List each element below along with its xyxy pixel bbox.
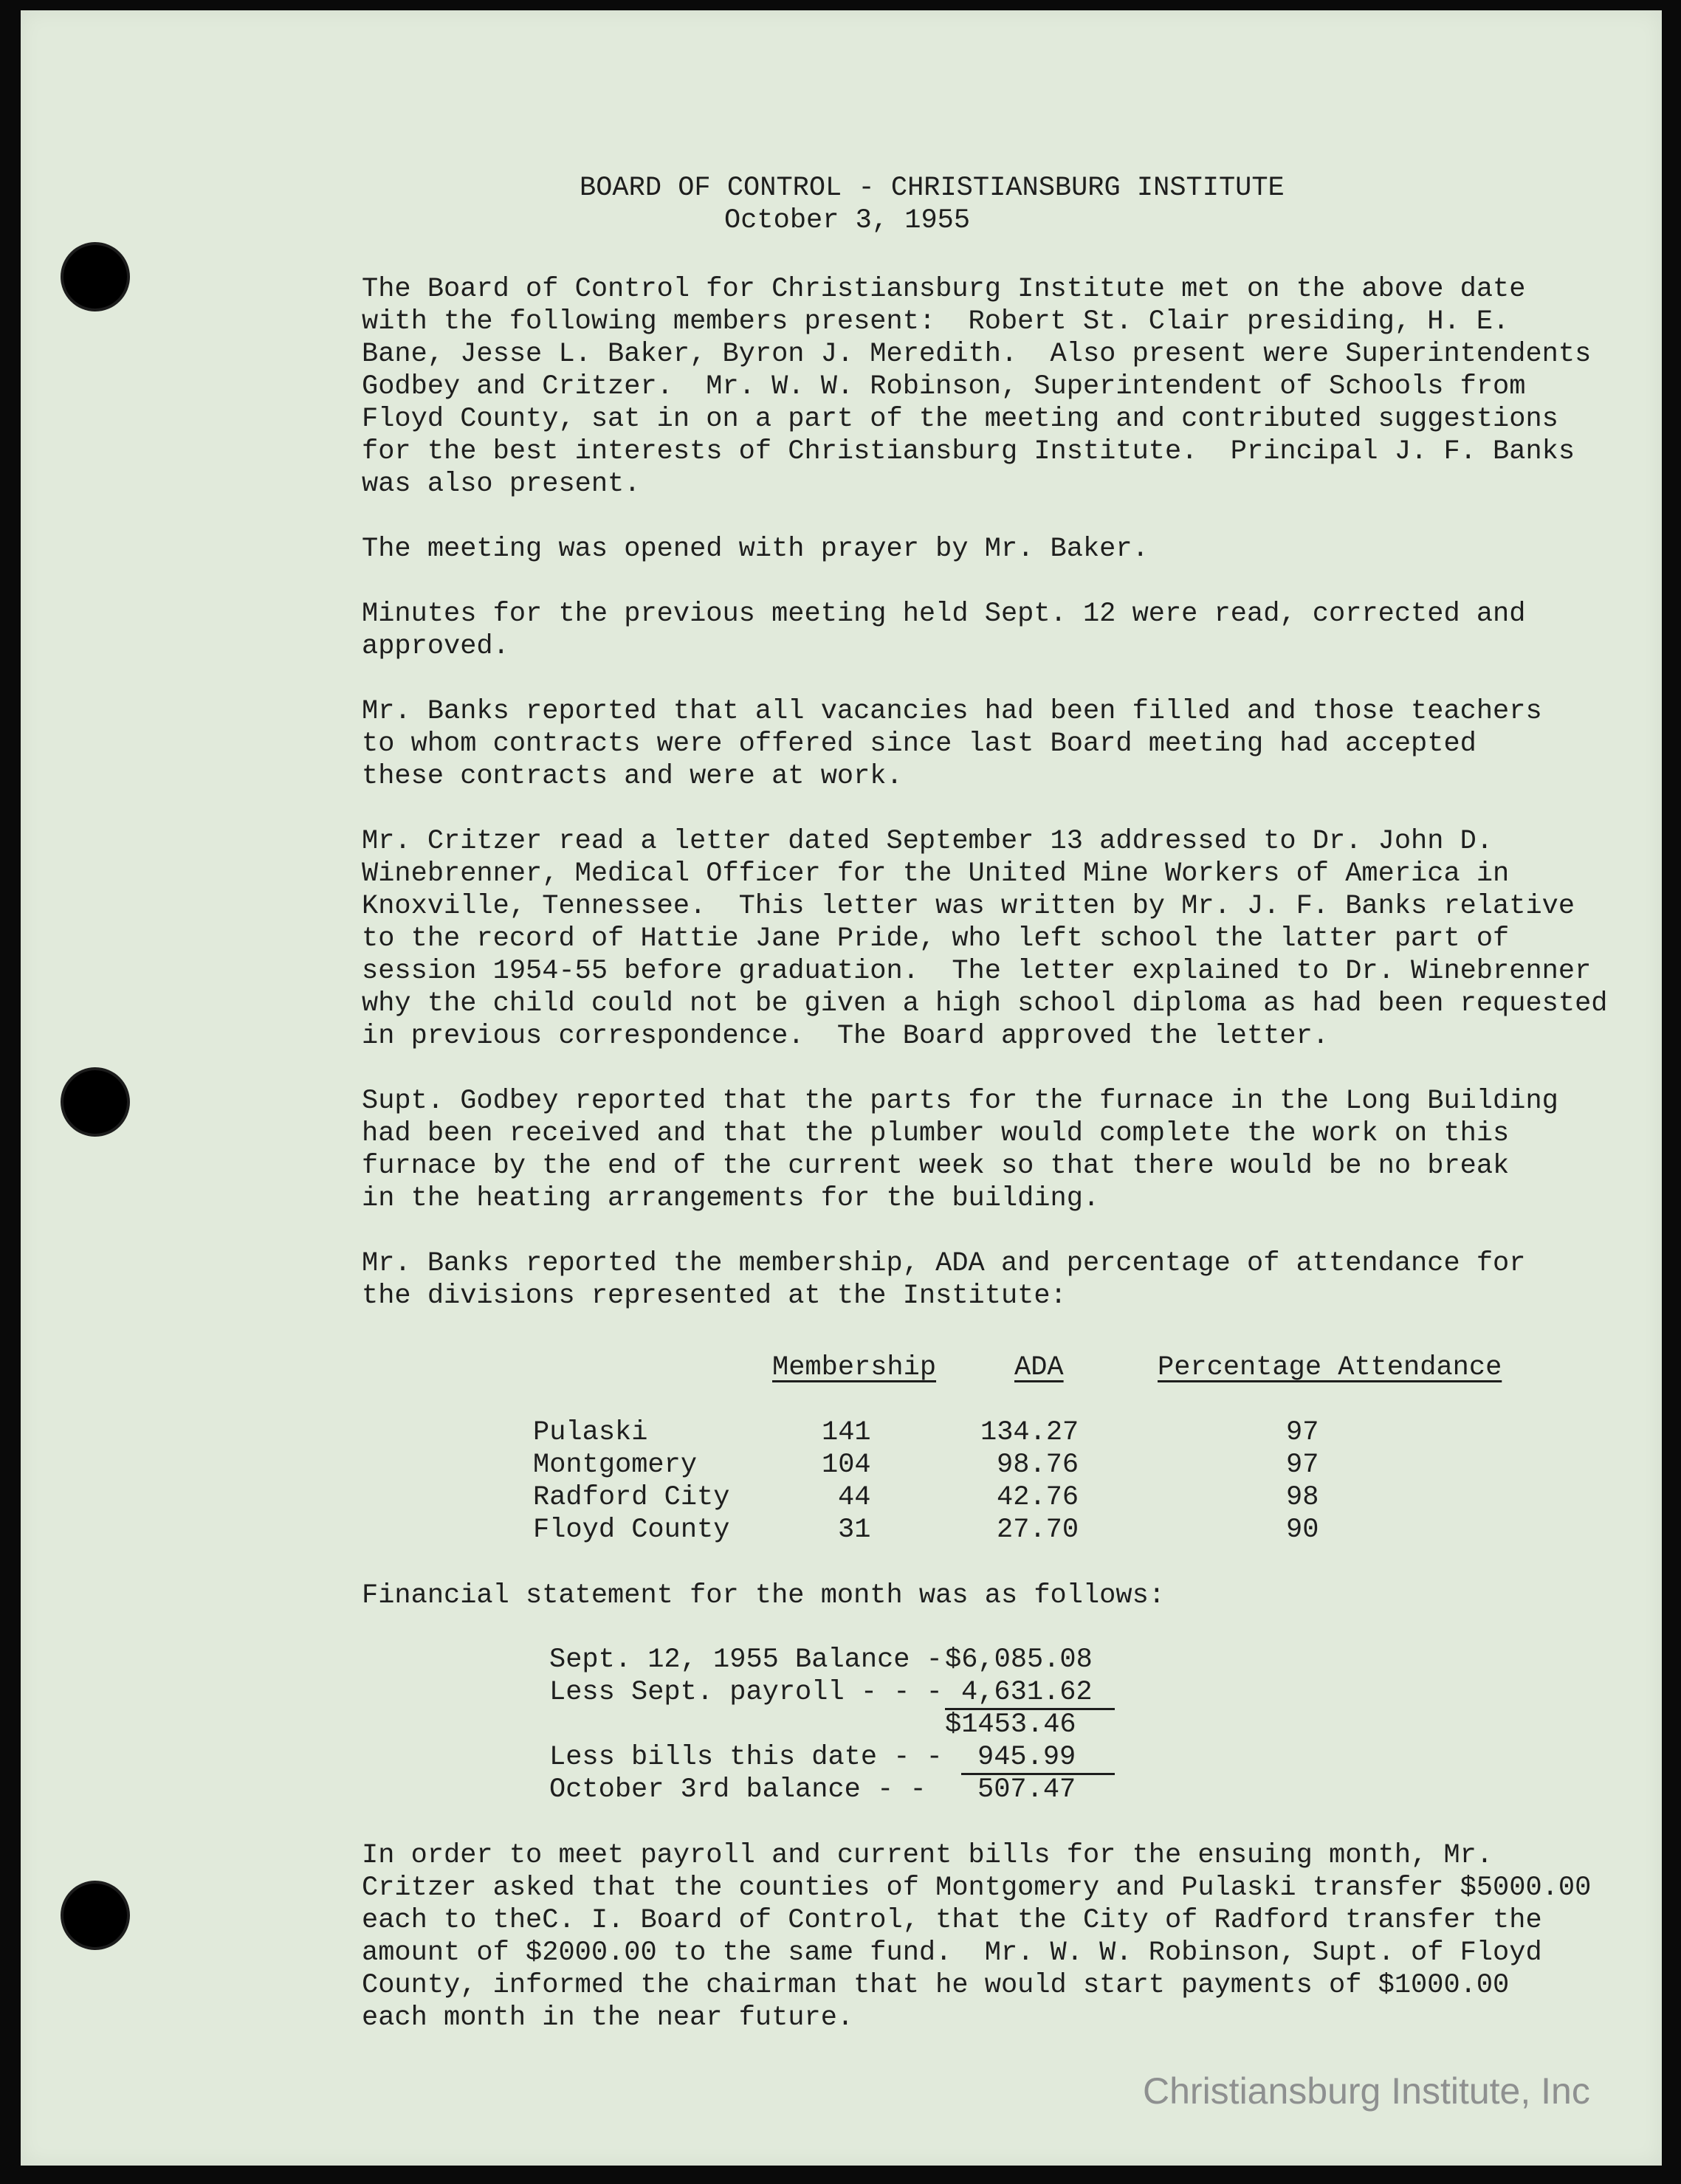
financial-amount: 4,631.62 <box>961 1677 1093 1708</box>
document-title: BOARD OF CONTROL - CHRISTIANSBURG INSTITUTE <box>580 173 1285 204</box>
column-header-percentage: Percentage Attendance <box>1158 1352 1502 1383</box>
text-line: Bane, Jesse L. Baker, Byron J. Meredith. Also present were Superintendents <box>362 339 1592 370</box>
paragraph-minutes <box>362 598 1587 663</box>
text-line: in previous correspondence. The Board approved the letter. <box>362 1021 1330 1052</box>
text-line: amount of $2000.00 to the same fund. Mr. W. W. Robinson, Supt. of Floyd <box>362 1937 1542 1968</box>
text-line: County, informed the chairman that he would start payments of $1000.00 <box>362 1970 1510 2001</box>
text-line: session 1954-55 before graduation. The letter explained to Dr. Winebrenner <box>362 956 1592 987</box>
punch-hole-bottom <box>63 1884 127 1947</box>
cell-percentage: 97 <box>1286 1417 1319 1448</box>
text-line: each to theC. I. Board of Control, that the City of Radford transfer the <box>362 1905 1542 1936</box>
cell-membership: 141 <box>822 1417 871 1448</box>
cell-ada: 27.70 <box>997 1515 1079 1546</box>
paragraph-letter <box>362 825 1608 1053</box>
cell-division: Pulaski <box>533 1417 648 1448</box>
text-line: Supt. Godbey reported that the parts for the furnace in the Long Building <box>362 1086 1558 1117</box>
text-line: Winebrenner, Medical Officer for the United Mine Workers of America in <box>362 858 1510 889</box>
cell-division: Montgomery <box>533 1450 698 1481</box>
cell-ada: 98.76 <box>997 1450 1079 1481</box>
text-line: approved. <box>362 631 509 662</box>
cell-ada: 134.27 <box>980 1417 1079 1448</box>
cell-membership: 31 <box>838 1515 871 1546</box>
paragraph-membership <box>362 1247 1587 1312</box>
paragraph-vacancies <box>362 695 1587 793</box>
cell-membership: 44 <box>838 1482 871 1513</box>
financial-label: Sept. 12, 1955 Balance - <box>549 1644 943 1675</box>
text-line: in the heating arrangements for the building. <box>362 1183 1100 1214</box>
text-line: Critzer asked that the counties of Montgomery and Pulaski transfer $5000.00 <box>362 1873 1592 1904</box>
text-line: had been received and that the plumber would complete the work on this <box>362 1118 1510 1149</box>
text-line: to the record of Hattie Jane Pride, who left school the latter part of <box>362 923 1510 954</box>
cell-membership: 104 <box>822 1450 871 1481</box>
cell-division: Floyd County <box>533 1515 730 1546</box>
punch-hole-top <box>63 245 127 309</box>
text-line: Knoxville, Tennessee. This letter was written by Mr. J. F. Banks relative <box>362 891 1575 922</box>
cell-percentage: 97 <box>1286 1450 1319 1481</box>
text-line: The Board of Control for Christiansburg Institute met on the above date <box>362 274 1526 305</box>
paragraph-furnace <box>362 1085 1587 1215</box>
text-line: Floyd County, sat in on a part of the meeting and contributed suggestions <box>362 404 1558 435</box>
text-line: with the following members present: Robert St. Clair presiding, H. E. <box>362 306 1510 337</box>
table-row <box>21 1417 1662 1450</box>
text-line: Mr. Banks reported the membership, ADA and percentage of attendance for <box>362 1248 1526 1279</box>
text-line: each month in the near future. <box>362 2002 854 2033</box>
column-header-ada: ADA <box>1014 1352 1064 1383</box>
text-line: The meeting was opened with prayer by Mr. Baker. <box>362 534 1149 565</box>
paragraph-prayer <box>362 533 1587 565</box>
cell-ada: 42.76 <box>997 1482 1079 1513</box>
text-line: these contracts and were at work. <box>362 761 903 792</box>
financial-label: Less bills this date - - <box>549 1742 943 1773</box>
financial-label: October 3rd balance - - <box>549 1774 927 1805</box>
text-line: the divisions represented at the Institute: <box>362 1281 1067 1312</box>
text-line: for the best interests of Christiansburg Institute. Principal J. F. Banks <box>362 436 1575 467</box>
column-header-membership: Membership <box>772 1352 937 1383</box>
text-line: furnace by the end of the current week so that there would be no break <box>362 1151 1510 1182</box>
text-line: why the child could not be given a high school diploma as had been requested <box>362 988 1608 1019</box>
financial-amount: 945.99 <box>977 1742 1076 1773</box>
text-line: Mr. Critzer read a letter dated September 13 addressed to Dr. John D. <box>362 826 1493 857</box>
table-row <box>21 1515 1662 1547</box>
document-date: October 3, 1955 <box>724 205 971 236</box>
text-line: In order to meet payroll and current bills for the ensuing month, Mr. <box>362 1840 1493 1871</box>
document-page <box>21 10 1662 2166</box>
table-row <box>21 1450 1662 1482</box>
financial-amount: 507.47 <box>977 1774 1076 1805</box>
cell-division: Radford City <box>533 1482 730 1513</box>
text-line: to whom contracts were offered since last Board meeting had accepted <box>362 728 1477 759</box>
table-row <box>21 1482 1662 1515</box>
watermark: Christiansburg Institute, Inc <box>1143 2070 1590 2112</box>
financial-amount: $1453.46 <box>945 1709 1076 1740</box>
financial-amount: $6,085.08 <box>945 1644 1093 1675</box>
text-line: was also present. <box>362 469 641 500</box>
punch-hole-middle <box>63 1070 127 1134</box>
paragraph-payroll <box>362 1839 1592 2034</box>
cell-percentage: 90 <box>1286 1515 1319 1546</box>
financial-label: Less Sept. payroll - - - <box>549 1677 943 1708</box>
financial-intro <box>362 1580 1587 1612</box>
text-line: Mr. Banks reported that all vacancies had been filled and those teachers <box>362 696 1542 727</box>
paragraph-attendees <box>362 273 1592 500</box>
text-line: Minutes for the previous meeting held Sept. 12 were read, corrected and <box>362 599 1526 630</box>
cell-percentage: 98 <box>1286 1482 1319 1513</box>
text-line: Financial statement for the month was as follows: <box>362 1580 1165 1611</box>
text-line: Godbey and Critzer. Mr. W. W. Robinson, Superintendent of Schools from <box>362 371 1526 402</box>
